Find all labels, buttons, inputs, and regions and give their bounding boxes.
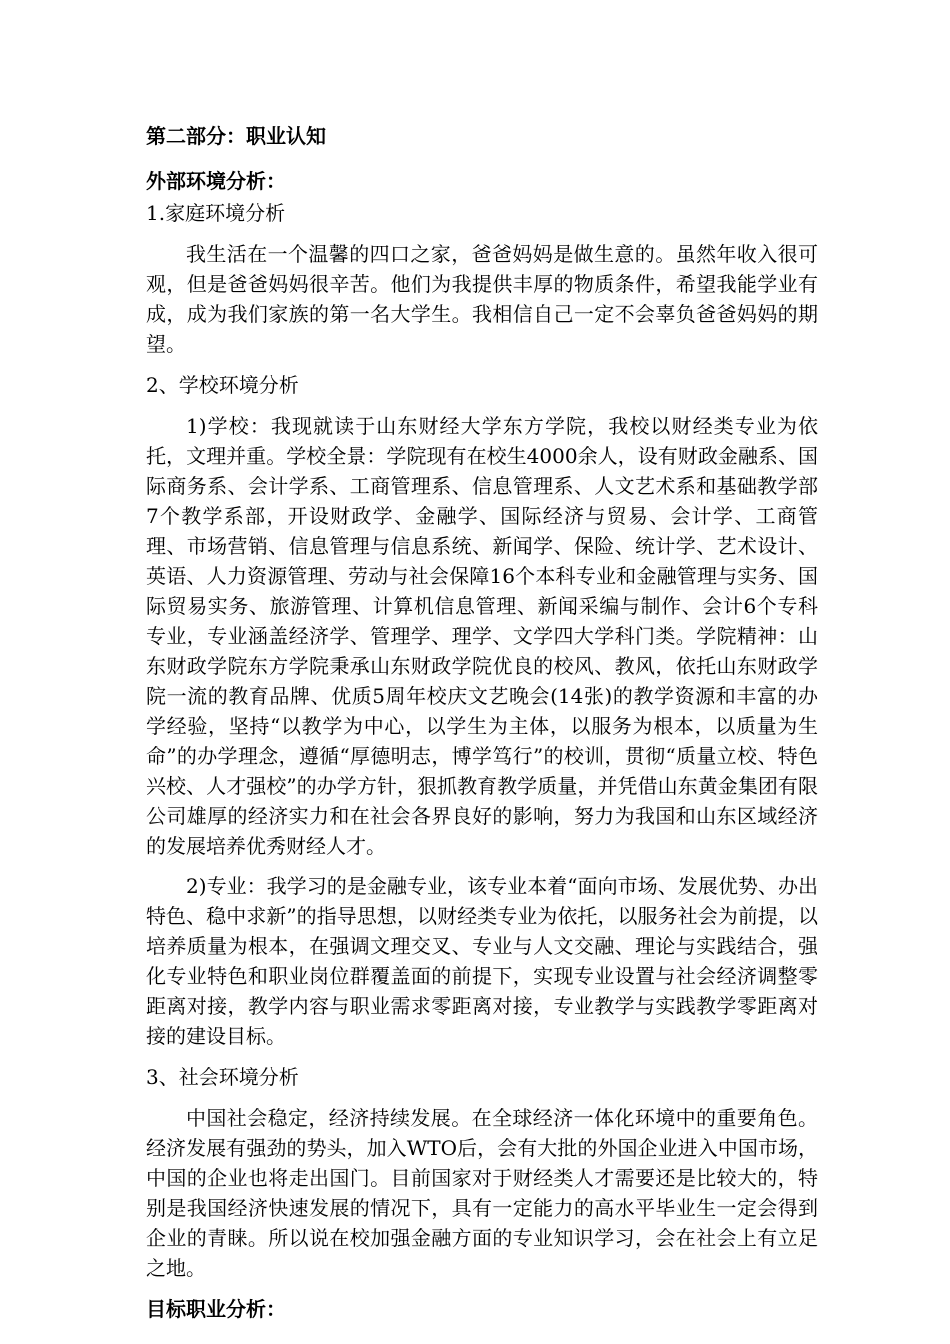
external-analysis-heading: 外部环境分析：: [146, 169, 286, 193]
part-title: 第二部分：职业认知: [146, 124, 326, 148]
school-paragraph: 1)学校：我现就读于山东财经大学东方学院，我校以财经类专业为依托，文理并重。学校全景：学院现有在校生4000余人，设有财政金融系、国际商务系、会计学系、工商管理系、信息管理系、人文艺术系和基础教学部7个教学系部，开设财政学、金融学、国际经济与贸易、会计学、工商管理、市场营销、信息管理与信息系统、新闻学、保险、统计学、艺术设计、英语、人力资源管理、劳动与社会保障16个本科专业和金融管理与实务、国际贸易实务、旅游管理、计算机信息管理、新闻采编与制作、会计6个专科专业，专业涵盖经济学、管理学、理学、文学四大学科门类。学院精神：山东财政学院东方学院秉承山东财政学院优良的校风、教风，依托山东财政学院一流的教育品牌、优质5周年校庆文艺晚会(14张)的教学资源和丰富的办学经验，坚持“以教学为中心，以学生为主体，以服务为根本，以质量为生命”的办学理念，遵循“厚德明志，博学笃行”的校训，贯彻“质量立校、特色兴校、人才强校”的办学方针，狠抓教育教学质量，并凭借山东黄金集团有限公司雄厚的经济实力和在社会各界良好的影响，努力为我国和山东区域经济的发展培养优秀财经人才。: [146, 414, 818, 858]
family-environment-heading: 1.家庭环境分析: [146, 201, 286, 225]
society-paragraph: 中国社会稳定，经济持续发展。在全球经济一体化环境中的重要角色。经济发展有强劲的势头，加入WTO后，会有大批的外国企业进入中国市场，中国的企业也将走出国门。目前国家对于财经类人才需要还是比较大的，特别是我国经济快速发展的情况下，具有一定能力的高水平毕业生一定会得到企业的青睐。所以说在校加强金融方面的专业知识学习，会在社会上有立足之地。: [146, 1106, 818, 1280]
major-paragraph: 2)专业：我学习的是金融专业，该专业本着“面向市场、发展优势、办出特色、稳中求新”的指导思想，以财经类专业为依托，以服务社会为前提，以培养质量为根本，在强调文理交叉、专业与人文交融、理论与实践结合，强化专业特色和职业岗位群覆盖面的前提下，实现专业设置与社会经济调整零距离对接，教学内容与职业需求零距离对接，专业教学与实践教学零距离对接的建设目标。: [146, 874, 818, 1048]
society-environment-heading: 3、社会环境分析: [146, 1065, 299, 1089]
school-environment-heading: 2、学校环境分析: [146, 373, 299, 397]
document-body: [146, 120, 818, 1325]
family-environment-paragraph: 我生活在一个温馨的四口之家，爸爸妈妈是做生意的。虽然年收入很可观，但是爸爸妈妈很辛苦。他们为我提供丰厚的物质条件，希望我能学业有成，成为我们家族的第一名大学生。我相信自己一定不会辜负爸爸妈妈的期望。: [146, 242, 818, 356]
target-career-heading: 目标职业分析：: [146, 1297, 286, 1321]
